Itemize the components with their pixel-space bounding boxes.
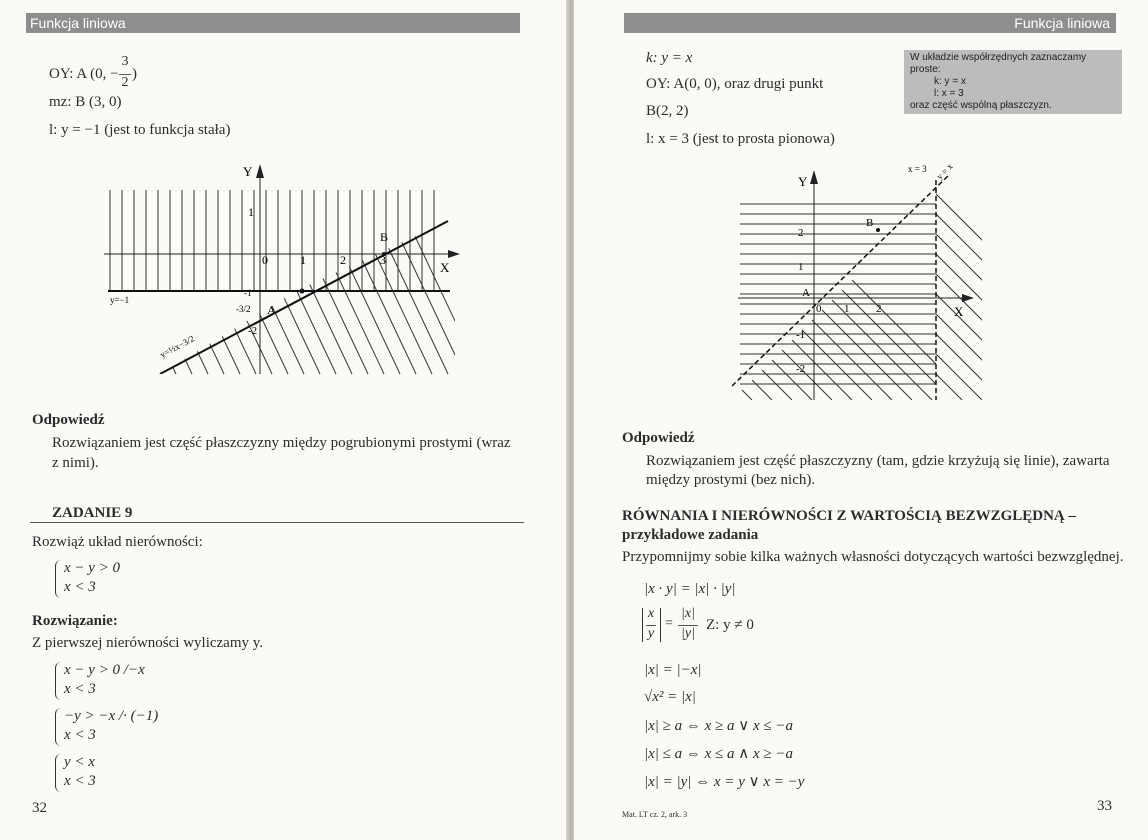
tick-y-2: 2	[798, 227, 804, 239]
chapter-header: Funkcja liniowa	[624, 13, 1116, 33]
note-box	[904, 50, 1122, 114]
task-rule	[30, 522, 524, 523]
x-axis-arrow	[448, 250, 460, 258]
chapter-header: Funkcja liniowa	[26, 13, 520, 33]
section-heading-2: przykładowe zadania	[622, 527, 759, 543]
formula-2-den-right: |y|	[681, 626, 695, 641]
l-line: l: x = 3 (jest to prosta pionowa)	[646, 131, 835, 147]
tick-y-minus-1: -1	[796, 329, 806, 341]
page-number: 32	[32, 800, 47, 816]
system-4-brace	[55, 754, 62, 792]
system-1-brace	[55, 560, 62, 598]
system-2-line-2: x < 3	[64, 681, 96, 697]
formula-1: |x · y| = |x| · |y|	[644, 581, 736, 597]
system-3-line-2: x < 3	[64, 727, 96, 743]
point-intersection	[300, 289, 305, 294]
note-line-3: l: x = 3	[934, 88, 964, 99]
footer-note: Mat. LT cz. 2, ark. 3	[622, 810, 688, 819]
right-page	[574, 0, 1148, 840]
tick-x-0: 0	[816, 303, 822, 315]
k-line: k: y = x	[646, 50, 693, 66]
y-axis-label: Y	[798, 174, 808, 189]
line-k-label: y=½x−3/2	[158, 333, 196, 360]
fraction-numerator: 3	[121, 54, 129, 69]
tick-x-0: 0	[262, 253, 268, 267]
line-l-label: x = 3	[908, 164, 927, 174]
task-text: Rozwiąż układ nierówności:	[32, 534, 203, 550]
diagonal-hatching	[100, 162, 470, 374]
x-axis-label: X	[440, 260, 450, 275]
x-axis-label: X	[954, 304, 964, 319]
system-4-line-1: y < x	[64, 754, 95, 770]
tick-y-minus-3-2: -3/2	[236, 304, 251, 314]
y-axis-label: Y	[243, 164, 253, 179]
section-heading-1: RÓWNANIA I NIERÓWNOŚCI Z WARTOŚCIĄ BEZWZGLĘDNĄ –	[622, 508, 1077, 524]
point-b-label: B	[380, 230, 389, 244]
formula-5: |x| ≥ a ⇔ x ≥ a ∨ x ≤ −a	[644, 718, 794, 734]
graph-right	[732, 160, 998, 400]
system-4-line-2: x < 3	[64, 773, 96, 789]
formula-4: √x² = |x|	[644, 689, 696, 705]
right-hatching	[742, 180, 998, 400]
section-intro: Przypomnijmy sobie kilka ważnych własności dotyczących wartości bezwzględnej.	[622, 549, 1124, 565]
y-axis-arrow	[256, 164, 264, 178]
left-page	[0, 0, 568, 840]
answer-text-1: Rozwiązaniem jest część płaszczyzny (tam, gdzie krzyżują się linie), zawarta	[646, 453, 1110, 469]
formula-2-equals: =	[665, 616, 673, 631]
tick-y-1: 1	[248, 205, 254, 219]
oy-line: OY: A (0, −	[49, 66, 119, 82]
point-a-label: A	[802, 287, 810, 299]
solution-heading: Rozwiązanie:	[32, 613, 118, 629]
formula-2-condition: Z: y ≠ 0	[706, 617, 754, 633]
formula-7: |x| = |y| ⇔ x = y ∨ x = −y	[644, 774, 805, 790]
tick-x-2: 2	[340, 253, 346, 267]
task-heading: ZADANIE 9	[52, 505, 133, 521]
oy-line: OY: A(0, 0), oraz drugi punkt	[646, 76, 824, 92]
answer-text-2: między prostymi (bez nich).	[646, 472, 816, 488]
formula-2-num-right: |x|	[681, 606, 695, 621]
tick-y-minus-2: -2	[796, 363, 806, 375]
horizontal-hatching	[740, 204, 936, 384]
answer-heading: Odpowiedź	[622, 430, 695, 446]
system-1-line-1: x − y > 0	[64, 560, 121, 576]
line-k-label: y = x	[934, 161, 955, 182]
y-axis-arrow	[810, 170, 818, 184]
tick-x-3: 3	[380, 253, 386, 267]
system-2-brace	[55, 662, 62, 700]
abs-bar-right	[660, 608, 661, 642]
line-y-minus-1-label: y=−1	[110, 295, 130, 305]
fraction-denominator: 2	[121, 75, 129, 90]
tick-y-minus-1: -1	[244, 288, 252, 298]
tick-x-1: 1	[844, 303, 850, 315]
tick-x-1: 1	[300, 253, 306, 267]
formula-2-num-left: x	[647, 606, 655, 621]
answer-text-1: Rozwiązaniem jest część płaszczyzny między pogrubionymi prostymi (wraz	[52, 435, 511, 451]
x-axis-arrow	[962, 294, 974, 302]
note-line-1: W układzie współrzędnych zaznaczamy proste:	[910, 52, 1087, 75]
tick-y-minus-2: -2	[248, 325, 258, 337]
formula-6: |x| ≤ a ⇔ x ≤ a ∧ x ≥ −a	[644, 746, 794, 762]
abs-bar-left	[642, 608, 643, 642]
system-3-brace	[55, 708, 62, 746]
b-line: B(2, 2)	[646, 103, 689, 119]
page-number: 33	[1097, 798, 1112, 814]
solution-text: Z pierwszej nierówności wyliczamy y.	[32, 635, 264, 651]
mz-line: mz: B (3, 0)	[49, 94, 122, 110]
tick-y-1: 1	[798, 261, 804, 273]
point-a-label: A	[267, 303, 276, 317]
graph-left	[100, 162, 470, 374]
answer-text-2: z nimi).	[52, 455, 99, 471]
l-line: l: y = −1 (jest to funkcja stała)	[49, 122, 231, 138]
system-3-line-1: −y > −x /· (−1)	[64, 708, 159, 724]
system-1-line-2: x < 3	[64, 579, 96, 595]
point-b-label: B	[866, 217, 874, 229]
formula-2-den-left: y	[647, 626, 655, 641]
formula-3: |x| = |−x|	[644, 662, 702, 678]
note-line-4: oraz część wspólną płaszczyzn.	[910, 100, 1052, 111]
point-b-dot	[876, 228, 880, 232]
system-2-line-1: x − y > 0 /−x	[64, 662, 145, 678]
formula-2	[642, 606, 762, 646]
oy-close: )	[132, 66, 137, 82]
note-line-2: k: y = x	[934, 76, 966, 87]
answer-heading: Odpowiedź	[32, 412, 105, 428]
tick-x-2: 2	[876, 303, 882, 315]
